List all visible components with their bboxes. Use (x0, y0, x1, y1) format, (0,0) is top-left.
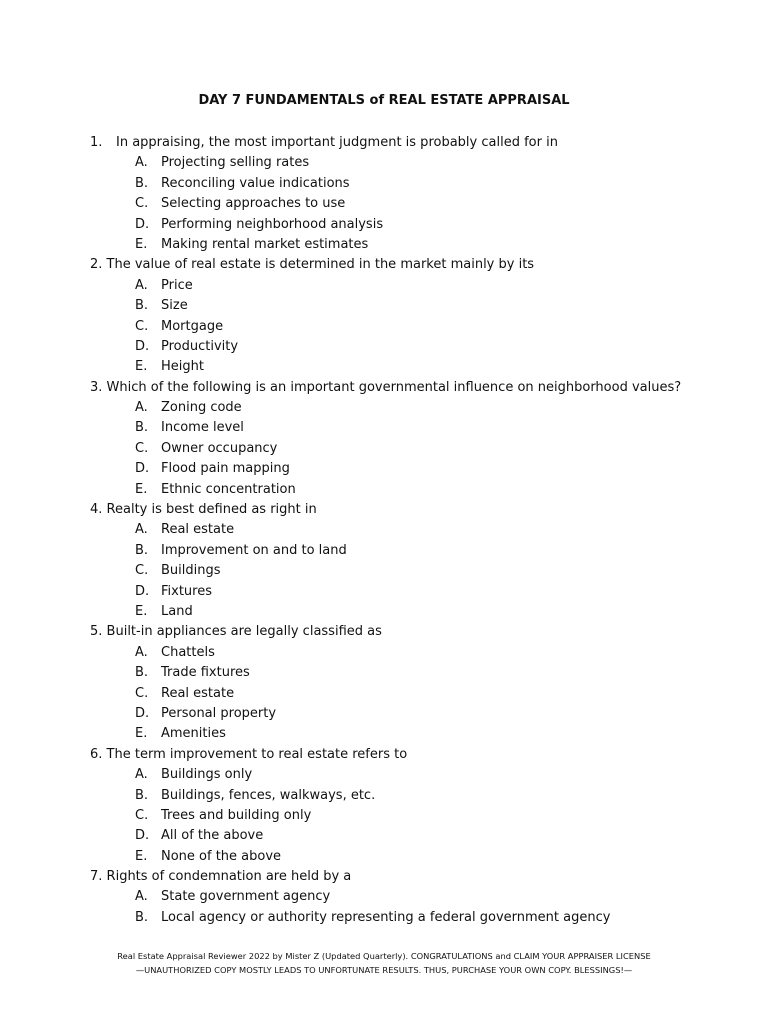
answer-option (90, 826, 750, 846)
option-text: Projecting selling rates (161, 155, 310, 171)
option-letter: B. (135, 542, 149, 558)
option-letter: A. (135, 644, 148, 660)
page-footer (0, 949, 768, 977)
footer-line-2: —UNAUTHORIZED COPY MOSTLY LEADS TO UNFORTUNATE RESULTS. THUS, PURCHASE YOUR OWN COPY. BLESSINGS!— (135, 965, 633, 975)
option-text: Fixtures (161, 583, 213, 599)
question-number: 6. (90, 746, 103, 762)
option-text: Trade fixtures (161, 665, 250, 681)
question-2 (90, 255, 750, 275)
option-text: Productivity (161, 338, 239, 354)
option-letter: E. (135, 603, 148, 619)
answer-option (90, 663, 750, 683)
option-letter: A. (135, 889, 148, 905)
page-title: DAY 7 FUNDAMENTALS of REAL ESTATE APPRAISAL (198, 93, 570, 108)
option-text: Real estate (161, 522, 235, 538)
option-text: Buildings (161, 563, 221, 579)
answer-option (90, 541, 750, 561)
option-text: Flood pain mapping (161, 461, 290, 477)
option-text: Real estate (161, 685, 235, 701)
question-number: 3. (90, 379, 103, 395)
option-letter: C. (135, 563, 149, 579)
option-letter: E. (135, 236, 148, 252)
answer-option (90, 317, 750, 337)
question-text: The value of real estate is determined in the market mainly by its (106, 257, 535, 273)
option-letter: B. (135, 787, 149, 803)
option-letter: B. (135, 420, 149, 436)
option-letter: C. (135, 685, 149, 701)
option-text: Amenities (161, 726, 226, 742)
option-text: Local agency or authority representing a federal government agency (161, 909, 611, 925)
option-letter: A. (135, 155, 148, 171)
option-letter: A. (135, 767, 148, 783)
answer-option (90, 887, 750, 907)
option-text: Zoning code (161, 400, 242, 416)
answer-option (90, 520, 750, 540)
question-5 (90, 622, 750, 642)
option-text: Performing neighborhood analysis (161, 216, 384, 232)
option-text: Improvement on and to land (161, 542, 347, 558)
answer-option (90, 724, 750, 744)
question-text: Which of the following is an important governmental influence on neighborhood values? (106, 379, 682, 395)
answer-option (90, 235, 750, 255)
option-letter: A. (135, 522, 148, 538)
question-text: Realty is best defined as right in (106, 502, 317, 518)
answer-option (90, 337, 750, 357)
option-text: Buildings only (161, 767, 253, 783)
option-text: Ethnic concentration (161, 481, 296, 497)
answer-option (90, 582, 750, 602)
option-letter: D. (135, 705, 150, 721)
answer-option (90, 439, 750, 459)
option-letter: B. (135, 909, 149, 925)
option-text: All of the above (161, 828, 264, 844)
option-text: Owner occupancy (161, 440, 278, 456)
answer-option (90, 806, 750, 826)
question-3 (90, 378, 750, 398)
answer-option (90, 684, 750, 704)
option-text: Buildings, fences, walkways, etc. (161, 787, 376, 803)
option-letter: C. (135, 807, 149, 823)
option-letter: E. (135, 359, 148, 375)
option-letter: D. (135, 216, 150, 232)
answer-option (90, 786, 750, 806)
option-text: Chattels (161, 644, 215, 660)
question-number: 2. (90, 257, 103, 273)
option-letter: D. (135, 338, 150, 354)
option-letter: C. (135, 196, 149, 212)
option-letter: A. (135, 400, 148, 416)
option-letter: E. (135, 726, 148, 742)
answer-option (90, 908, 750, 928)
option-letter: B. (135, 298, 149, 314)
option-letter: D. (135, 583, 150, 599)
answer-option (90, 174, 750, 194)
answer-option (90, 296, 750, 316)
answer-option (90, 765, 750, 785)
answer-option (90, 398, 750, 418)
answer-option (90, 643, 750, 663)
option-text: None of the above (161, 848, 282, 864)
question-list (90, 133, 750, 928)
answer-option (90, 215, 750, 235)
option-letter: A. (135, 277, 148, 293)
question-number: 7. (90, 869, 103, 885)
answer-option (90, 276, 750, 296)
answer-option (90, 602, 750, 622)
option-letter: D. (135, 828, 150, 844)
question-text: Rights of condemnation are held by a (106, 869, 352, 885)
option-text: State government agency (161, 889, 331, 905)
question-number: 5. (90, 624, 103, 640)
answer-option (90, 847, 750, 867)
option-letter: B. (135, 665, 149, 681)
option-letter: D. (135, 461, 150, 477)
question-7 (90, 867, 750, 887)
answer-option (90, 357, 750, 377)
option-letter: C. (135, 318, 149, 334)
option-text: Size (161, 298, 188, 314)
question-text: The term improvement to real estate refers to (106, 746, 408, 762)
option-text: Income level (161, 420, 244, 436)
answer-option (90, 480, 750, 500)
option-text: Personal property (161, 705, 277, 721)
option-text: Mortgage (161, 318, 224, 334)
footer-line-1: Real Estate Appraisal Reviewer 2022 by Mister Z (Updated Quarterly). CONGRATULATIONS and CLAIM YOUR APPRAISER LICENSE (117, 951, 651, 961)
option-text: Reconciling value indications (161, 175, 350, 191)
option-letter: B. (135, 175, 149, 191)
question-number: 4. (90, 502, 103, 518)
question-text: Built-in appliances are legally classified as (106, 624, 382, 640)
option-letter: E. (135, 848, 148, 864)
answer-option (90, 459, 750, 479)
option-text: Price (161, 277, 193, 293)
question-text: In appraising, the most important judgment is probably called for in (116, 135, 558, 150)
option-text: Making rental market estimates (161, 236, 369, 252)
answer-option (90, 194, 750, 214)
answer-option (90, 418, 750, 438)
option-letter: C. (135, 440, 149, 456)
question-6 (90, 745, 750, 765)
question-number: 1. (90, 135, 103, 150)
question-1 (90, 133, 750, 153)
answer-option (90, 704, 750, 724)
answer-option (90, 561, 750, 581)
answer-option (90, 153, 750, 173)
option-text: Height (161, 359, 204, 375)
option-letter: E. (135, 481, 148, 497)
option-text: Selecting approaches to use (161, 196, 346, 212)
option-text: Land (161, 603, 193, 619)
option-text: Trees and building only (161, 807, 312, 823)
question-4 (90, 500, 750, 520)
